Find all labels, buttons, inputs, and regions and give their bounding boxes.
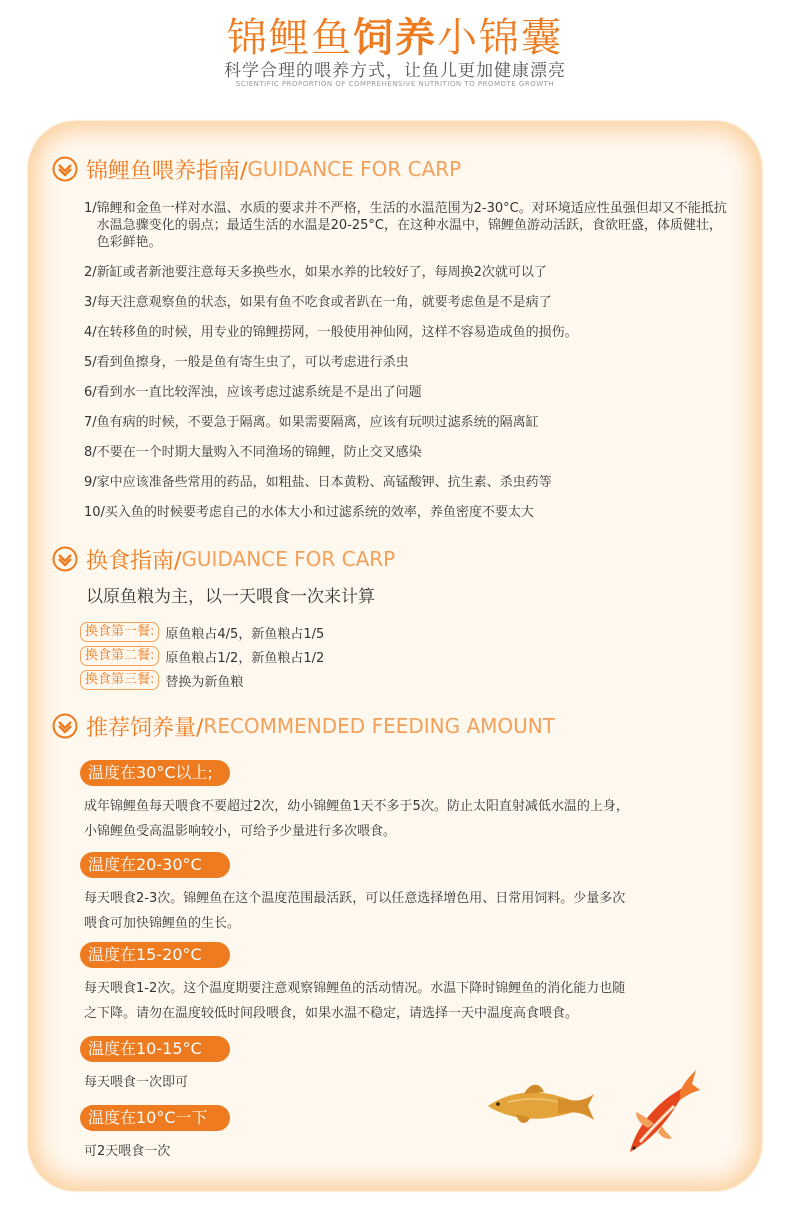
temperature-badge: 温度在30°C以上; (80, 760, 230, 786)
list-item (84, 324, 729, 341)
description-line: 每天喂食一次即可 (84, 1075, 189, 1090)
item-text: 看到鱼擦身，一般是鱼有寄生虫了，可以考虑进行杀虫 (96, 355, 409, 370)
section-title-en: RECOMMENDED FEEDING AMOUNT (203, 714, 555, 738)
temperature-badge: 温度在10°C一下 (80, 1105, 230, 1131)
chevron-circle-down-icon (52, 546, 78, 572)
section-title-en: GUIDANCE FOR CARP (181, 547, 396, 571)
description-line: 成年锦鲤鱼每天喂食不要超过2次，幼小锦鲤鱼1天不多于5次。防止太阳直射减低水温的上身， (84, 799, 629, 814)
item-number: 5/ (84, 355, 97, 370)
list-item (84, 354, 729, 371)
section-title-en: GUIDANCE FOR CARP (247, 157, 462, 181)
guidance-list (84, 200, 729, 534)
swap-value: 原鱼粮占4/5，新鱼粮占1/5 (165, 626, 325, 642)
title-part-2: 饲养 (353, 15, 437, 61)
section-title-cn: 换食指南/ (86, 548, 182, 574)
section-title-cn: 锦鲤鱼喂养指南/ (86, 158, 248, 184)
item-number: 1/ (84, 201, 97, 216)
swap-row (80, 668, 324, 692)
item-number: 2/ (84, 265, 97, 280)
section-heading-swap (52, 542, 395, 576)
list-item (84, 414, 729, 431)
item-number: 8/ (84, 445, 97, 460)
description-line: 可2天喂食一次 (84, 1144, 171, 1159)
temperature-description (84, 976, 734, 1026)
description-line: 之下降。请勿在温度较低时间段喂食，如果水温不稳定，请选择一天中温度高食喂食。 (84, 1006, 579, 1021)
temperature-badge: 温度在10-15°C (80, 1036, 230, 1062)
description-line: 喂食可加快锦鲤鱼的生长。 (84, 916, 241, 931)
item-text: 看到水一直比较浑浊，应该考虑过滤系统是不是出了问题 (96, 385, 422, 400)
item-text: 鱼有病的时候，不要急于隔离。如果需要隔离，应该有玩呗过滤系统的隔离缸 (96, 415, 539, 430)
list-item (84, 384, 729, 401)
item-text: 每天注意观察鱼的状态，如果有鱼不吃食或者趴在一角，就要考虑鱼是不是病了 (96, 295, 552, 310)
item-text: 锦鲤和金鱼一样对水温、水质的要求并不严格，生活的水温范围为2-30°C。对环境适应性虽强但却又不能抵抗水温急骤变化的弱点；最适生活的水温是20-25°C，在这种水温中，锦鲤鱼游动活跃，食欲旺盛，体质健壮，色彩鲜艳。 (96, 201, 727, 250)
temperature-description (84, 794, 734, 844)
red-koi-icon (622, 1068, 702, 1158)
item-number: 4/ (84, 325, 97, 340)
list-item (84, 200, 729, 251)
golden-koi-icon (484, 1080, 596, 1130)
list-item (84, 444, 729, 461)
list-item (84, 504, 729, 521)
swap-badge: 换食第三餐: (80, 670, 159, 690)
swap-badge: 换食第二餐: (80, 646, 159, 666)
title-part-1: 锦鲤鱼 (227, 15, 353, 61)
item-text: 家中应该准备些常用的药品，如粗盐、日本黄粉、高锰酸钾、抗生素、杀虫药等 (96, 475, 552, 490)
title-part-3: 小锦囊 (437, 15, 563, 61)
swap-list (80, 620, 324, 692)
item-number: 6/ (84, 385, 97, 400)
swap-badge: 换食第一餐: (80, 622, 159, 642)
temperature-description (84, 886, 734, 936)
item-text: 在转移鱼的时候，用专业的锦鲤捞网，一般使用神仙网，这样不容易造成鱼的损伤。 (96, 325, 578, 340)
item-text: 新缸或者新池要注意每天多换些水，如果水养的比较好了，每周换2次就可以了 (96, 265, 547, 280)
description-line: 小锦鲤鱼受高温影响较小，可给予少量进行多次喂食。 (84, 824, 397, 839)
item-text: 不要在一个时期大量购入不同渔场的锦鲤，防止交叉感染 (96, 445, 422, 460)
page-subtitle: 科学合理的喂养方式，让鱼儿更加健康漂亮 (224, 61, 566, 81)
chevron-circle-down-icon (52, 713, 78, 739)
item-number: 7/ (84, 415, 97, 430)
temperature-badge: 温度在15-20°C (80, 942, 230, 968)
description-line: 每天喂食2-3次。锦鲤鱼在这个温度范围最活跃，可以任意选择增色用、日常用饲料。少量多次 (84, 891, 626, 906)
list-item (84, 264, 729, 281)
swap-row (80, 644, 324, 668)
chevron-circle-down-icon (52, 156, 78, 182)
section-title-cn: 推荐饲养量/ (86, 715, 204, 741)
swap-intro: 以原鱼粮为主，以一天喂食一次来计算 (86, 587, 375, 607)
section-heading-guidance (52, 152, 461, 186)
swap-row (80, 620, 324, 644)
description-line: 每天喂食1-2次。这个温度期要注意观察锦鲤鱼的活动情况。水温下降时锦鲤鱼的消化能力也随 (84, 981, 626, 996)
swap-value: 替换为新鱼粮 (165, 674, 244, 690)
list-item (84, 474, 729, 491)
page-subtitle-en: SCIENTIFIC PROPORTION OF COMPREHENSIVE NUTRITION TO PROMOTE GROWTH (235, 80, 555, 88)
swap-value: 原鱼粮占1/2，新鱼粮占1/2 (165, 650, 325, 666)
item-number: 9/ (84, 475, 97, 490)
section-heading-amount (52, 709, 555, 743)
item-number: 10/ (84, 505, 105, 520)
item-number: 3/ (84, 295, 97, 310)
list-item (84, 294, 729, 311)
page-title (0, 6, 790, 63)
item-text: 买入鱼的时候要考虑自己的水体大小和过滤系统的效率，养鱼密度不要太大 (104, 505, 534, 520)
temperature-badge: 温度在20-30°C (80, 852, 230, 878)
